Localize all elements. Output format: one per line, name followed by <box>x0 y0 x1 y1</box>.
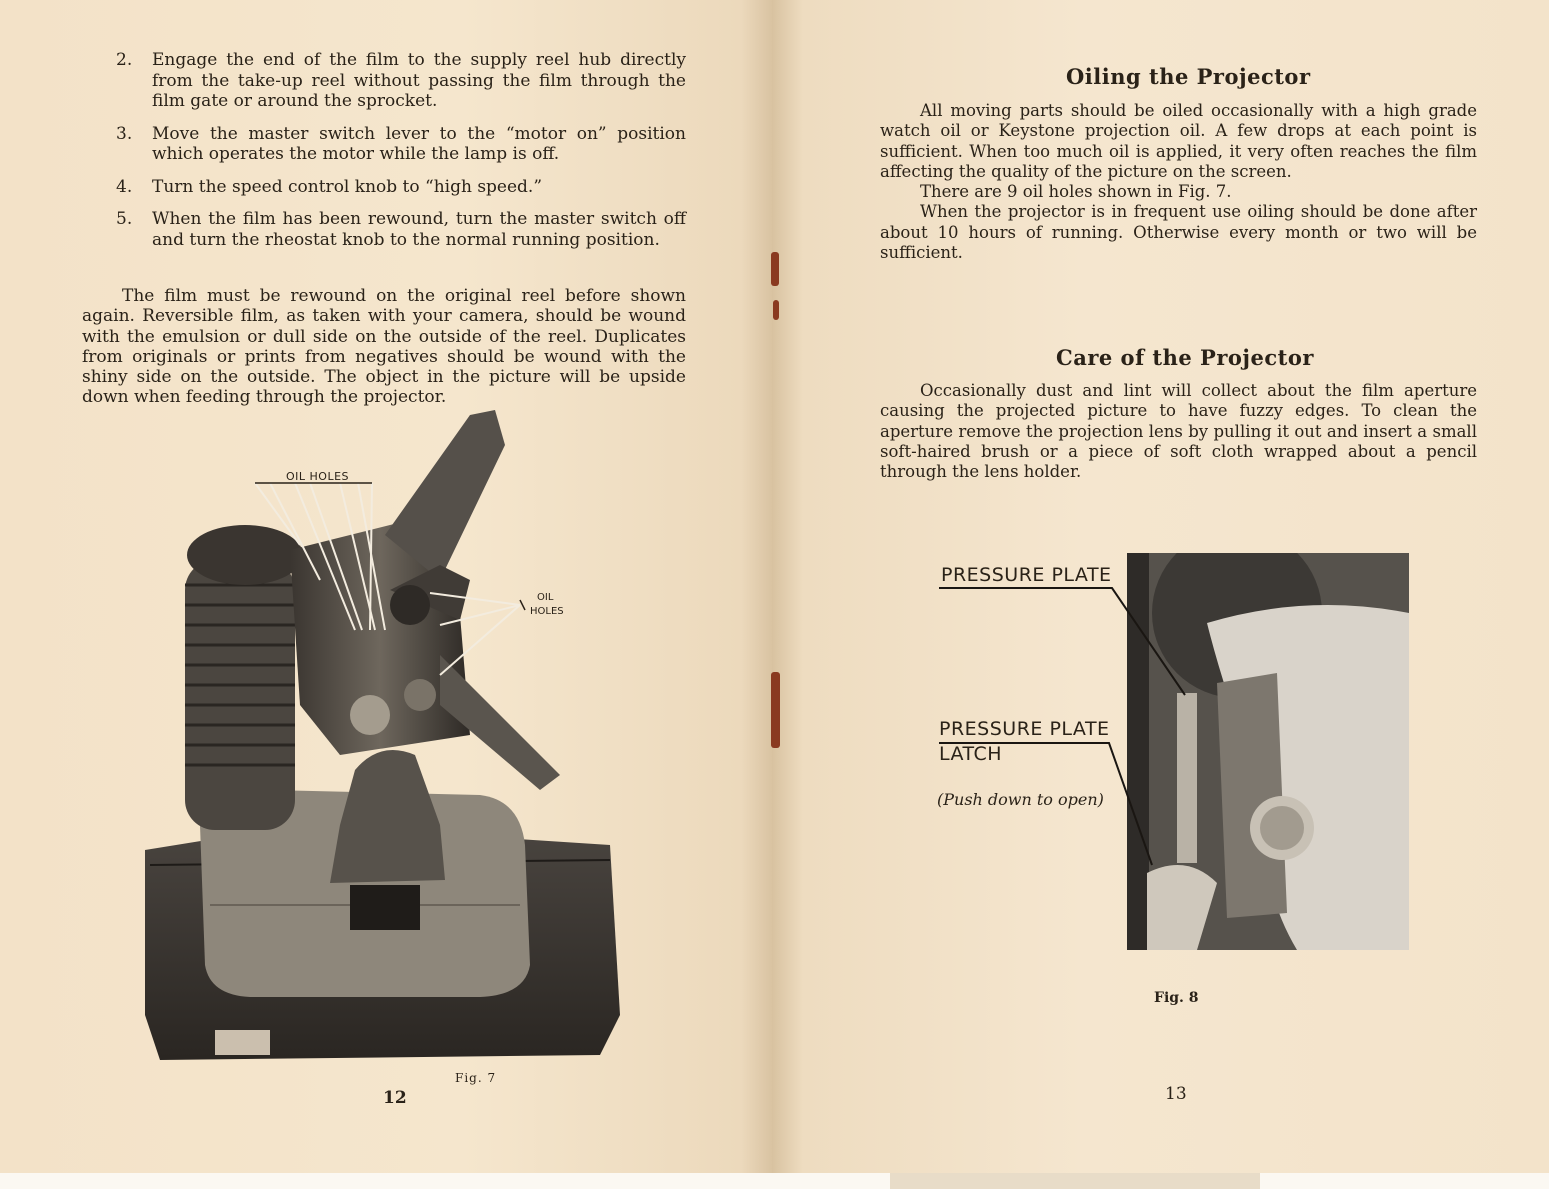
rewind-note-paragraph: The film must be rewound on the original reel before shown again. Reversible film, as taken with your camera, should be wound with the emulsion or dull side on the outside of the reel. Duplicates from originals or prints from negatives should be wound with the shiny side on the outside. The object in the picture will be upside down when feeding through the projector. <box>82 286 686 408</box>
oil-holes-label-top: OIL HOLES <box>286 470 350 483</box>
binding-staple-top <box>771 252 779 286</box>
figure-7-caption: Fig. 7 <box>455 1071 497 1085</box>
push-down-note: (Push down to open) <box>937 790 1104 809</box>
rewind-steps-list <box>116 50 686 262</box>
step-item <box>116 50 686 112</box>
step-number: 5. <box>116 209 133 229</box>
oiling-paragraph: All moving parts should be oiled occasionally with a high grade watch oil or Keystone projection oil. A few drops at each point is sufficient. When too much oil is applied, it very often reaches the film affecting the quality of the picture on the screen. <box>880 101 1477 181</box>
care-section <box>880 381 1477 482</box>
oil-holes-label-right-line2: HOLES <box>530 606 564 617</box>
pressure-plate-latch-label-line1: PRESSURE PLATE <box>939 718 1110 740</box>
page-number-left: 12 <box>383 1088 407 1108</box>
page-number-right: 13 <box>1165 1084 1187 1104</box>
step-text: Turn the speed control knob to “high speed.” <box>152 176 543 197</box>
care-paragraph: Occasionally dust and lint will collect about the film aperture causing the projected picture to have fuzzy edges. To clean the aperture remove the projection lens by pulling it out and insert a small soft-haired brush or a piece of soft cloth wrapped about a pencil through the lens holder. <box>880 381 1477 482</box>
oiling-section <box>880 101 1477 263</box>
oiling-paragraph: There are 9 oil holes shown in Fig. 7. <box>920 182 1232 202</box>
pressure-plate-label: PRESSURE PLATE <box>941 564 1112 586</box>
figure-8-caption: Fig. 8 <box>1154 990 1199 1006</box>
heading-oiling: Oiling the Projector <box>1066 64 1311 89</box>
step-number: 3. <box>116 123 133 144</box>
binding-staple-top-lower <box>773 300 779 320</box>
heading-care: Care of the Projector <box>1056 345 1314 370</box>
step-item <box>116 177 686 198</box>
step-number: 4. <box>116 176 133 197</box>
projector-illustration <box>140 405 630 1065</box>
pressure-plate-latch-label-line2: LATCH <box>939 743 1003 765</box>
step-text: When the film has been rewound, turn the master switch off and turn the rheostat knob to the normal running position. <box>152 209 686 250</box>
step-item <box>116 209 686 250</box>
paper-tab <box>890 1173 1260 1189</box>
step-text: Engage the end of the film to the supply reel hub directly from the take-up reel without passing the film through the film gate or around the sprocket. <box>152 50 686 111</box>
step-item <box>116 124 686 165</box>
oil-holes-label-right-line1: OIL <box>537 592 554 603</box>
step-text: Move the master switch lever to the “motor on” position which operates the motor while the lamp is off. <box>152 123 686 164</box>
oiling-paragraph: When the projector is in frequent use oiling should be done after about 10 hours of running. Otherwise every month or two will be sufficient. <box>880 202 1477 263</box>
scan-bottom-edge <box>0 1173 1549 1189</box>
binding-staple-bottom <box>771 672 780 748</box>
step-number: 2. <box>116 50 133 70</box>
